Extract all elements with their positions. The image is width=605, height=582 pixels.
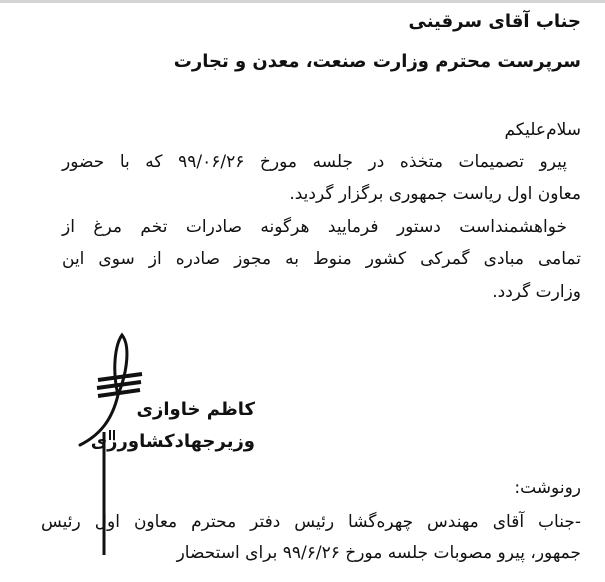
cc-line: -جناب آقای مهندس چهره‌گشا رئیس دفتر محترم معاون اول رئیس [41,512,581,532]
recipient-name: جناب آقای سرقینی [408,11,581,32]
cc-label: رونوشت: [514,478,581,498]
body-line: تمامی مبادی گمرکی کشور منوط به مجوز صادره از سوی این [62,249,581,269]
signer-name: کاظم خاوازی [136,399,255,420]
body-line: خواهشمنداست دستور فرمایید هرگونه صادرات تخم مرغ از [62,217,567,237]
cc-line: جمهور، پیرو مصوبات جلسه مورخ ۹۹/۶/۲۶ برای استحضار [176,543,581,563]
greeting: سلام‌علیکم [504,120,581,140]
body-line: معاون اول ریاست جمهوری برگزار گردید. [289,184,581,204]
body-line: وزارت گردد. [492,282,581,302]
signer-title: وزیرجهادکشاورزی [90,431,255,452]
recipient-title: سرپرست محترم وزارت صنعت، معدن و تجارت [173,51,581,72]
body-line: پیرو تصمیمات متخذه در جلسه مورخ ۹۹/۰۶/۲۶ که با حضور [62,152,567,172]
